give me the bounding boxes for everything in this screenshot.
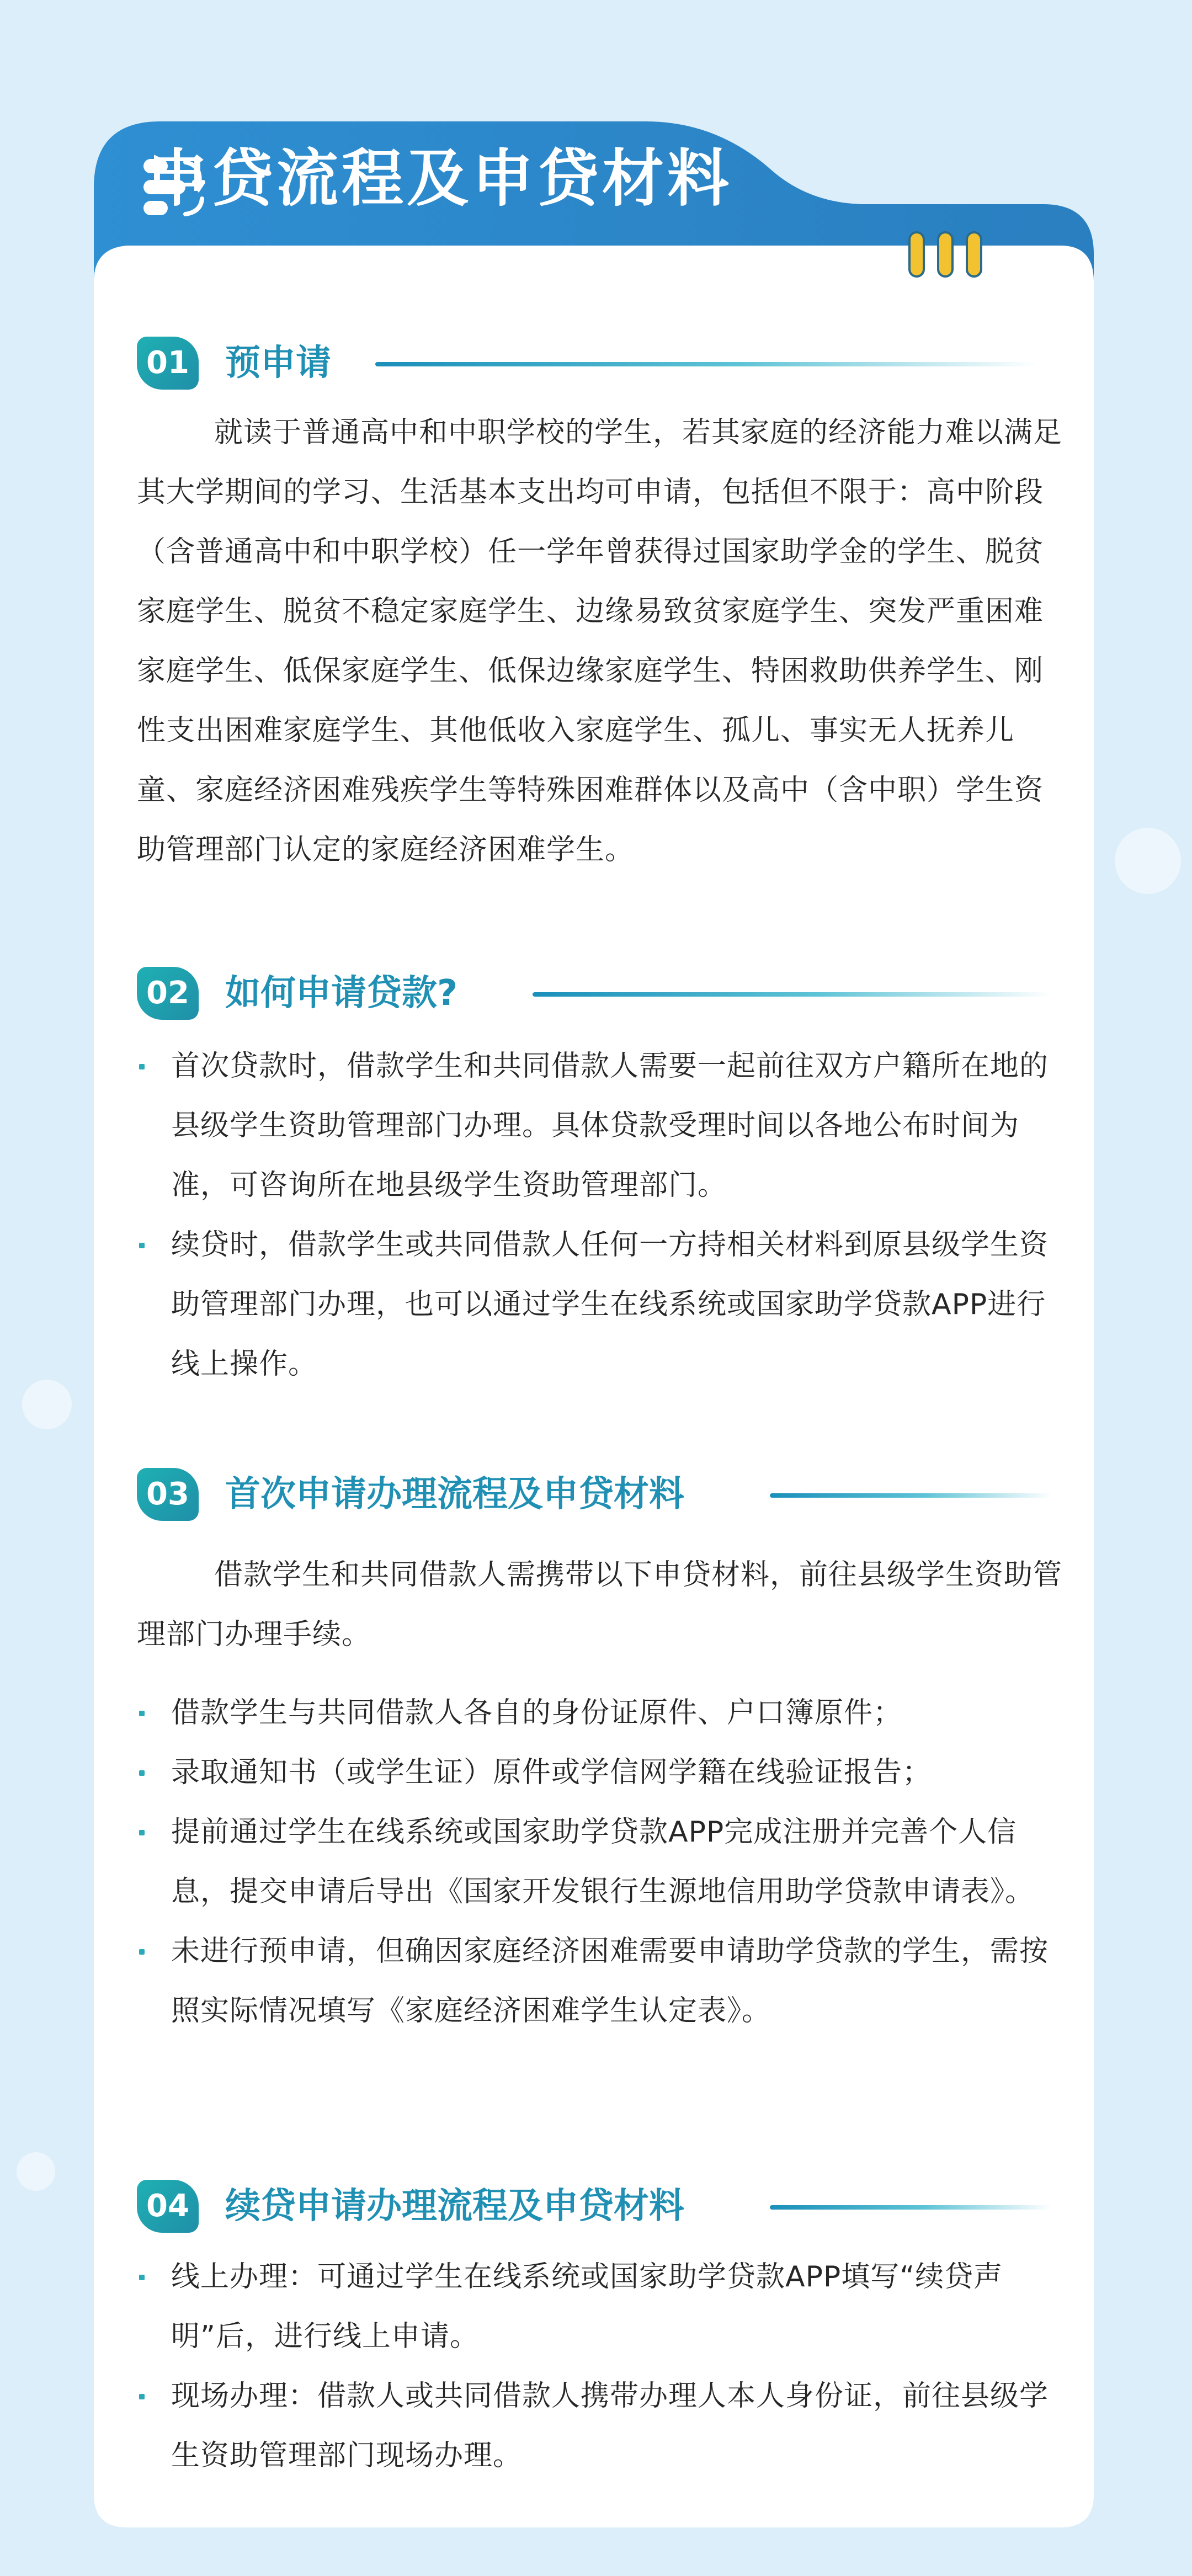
section-number-badge: 01 <box>137 337 199 390</box>
section-number-badge: 02 <box>137 967 199 1020</box>
list-item: 借款学生与共同借款人各自的身份证原件、户口簿原件； <box>137 1683 1075 1743</box>
section-03-paragraph <box>137 1545 1069 1664</box>
section-04-list <box>137 2247 1075 2485</box>
list-item: 录取通知书（或学生证）原件或学信网学籍在线验证报告； <box>137 1743 1075 1802</box>
section-02-list <box>137 1036 1075 1394</box>
section-number-badge: 04 <box>137 2180 199 2233</box>
section-number-badge: 03 <box>137 1468 199 1521</box>
list-item: 线上办理：可通过学生在线系统或国家助学贷款APP填写“续贷声明”后，进行线上申请。 <box>137 2247 1075 2366</box>
background-dot <box>1115 828 1181 894</box>
section-divider-line <box>375 362 1037 366</box>
list-item: 首次贷款时，借款学生和共同借款人需要一起前往双方户籍所在地的县级学生资助管理部门办理。具体贷款受理时间以各地公布时间为准，可咨询所在地县级学生资助管理部门。 <box>137 1036 1075 1215</box>
list-item: 续贷时，借款学生或共同借款人任何一方持相关材料到原县级学生资助管理部门办理，也可以通过学生在线系统或国家助学贷款APP进行线上操作。 <box>137 1215 1075 1394</box>
list-item: 现场办理：借款人或共同借款人携带办理人本人身份证，前往县级学生资助管理部门现场办理。 <box>137 2366 1075 2485</box>
section-divider-line <box>770 1493 1051 1498</box>
list-item: 提前通过学生在线系统或国家助学贷款APP完成注册并完善个人信息，提交申请后导出《国家开发银行生源地信用助学贷款申请表》。 <box>137 1802 1075 1922</box>
paragraph-text: 就读于普通高中和中职学校的学生，若其家庭的经济能力难以满足其大学期间的学习、生活基本支出均可申请，包括但不限于：高中阶段（含普通高中和中职学校）任一学年曾获得过国家助学金的学生、脱贫家庭学生、脱贫不稳定家庭学生、边缘易致贫家庭学生、突发严重困难家庭学生、低保家庭学生、低保边缘家庭学生、特困救助供养学生、刚性支出困难家庭学生、其他低收入家庭学生、孤儿、事实无人抚养儿童、家庭经济困难残疾学生等特殊困难群体以及高中（含中职）学生资助管理部门认定的家庭经济困难学生。 <box>137 416 1063 866</box>
section-divider-line <box>770 2205 1051 2210</box>
paragraph-text: 借款学生和共同借款人需携带以下申贷材料，前往县级学生资助管理部门办理手续。 <box>137 1558 1063 1651</box>
background-dot <box>22 1380 72 1429</box>
section-title: 首次申请办理流程及申贷材料 <box>225 1474 684 1515</box>
page-title: 申贷流程及申贷材料 <box>146 143 732 215</box>
section-title: 续贷申请办理流程及申贷材料 <box>225 2186 684 2227</box>
section-01-paragraph <box>137 403 1069 880</box>
background-dot <box>17 2152 55 2191</box>
section-03-list <box>137 1683 1075 2041</box>
list-item: 未进行预申请，但确因家庭经济困难需要申请助学贷款的学生，需按照实际情况填写《家庭经济困难学生认定表》。 <box>137 1922 1075 2041</box>
section-title: 预申请 <box>225 343 331 384</box>
section-divider-line <box>533 992 1051 997</box>
binder-pins-icon <box>905 229 988 284</box>
section-title: 如何申请贷款? <box>225 973 458 1014</box>
